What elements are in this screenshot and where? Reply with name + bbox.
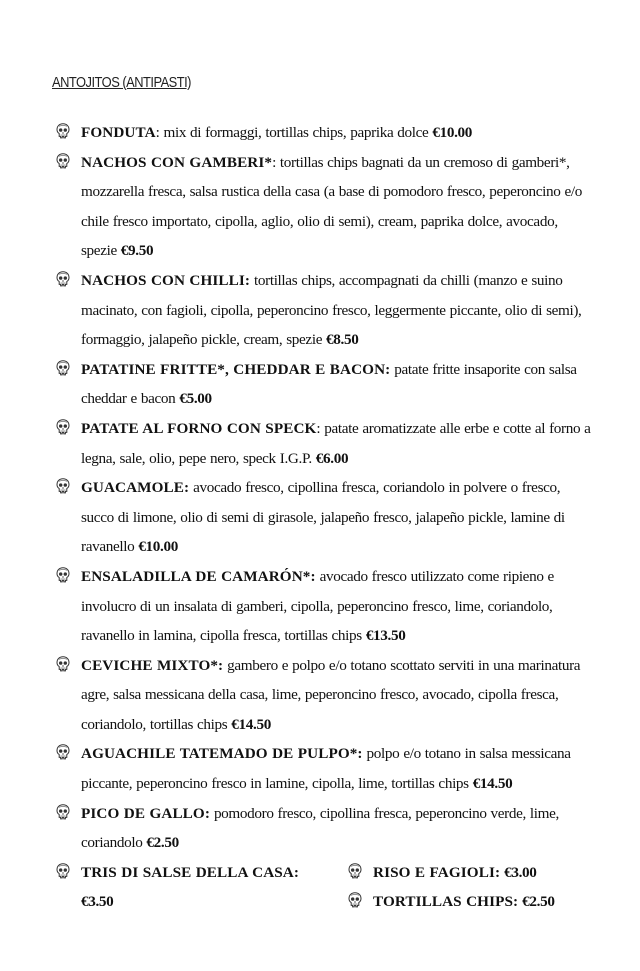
item-name: CEVICHE MIXTO*: xyxy=(81,656,224,674)
menu-item xyxy=(348,858,588,888)
item-name: PATATE AL FORNO CON SPECK xyxy=(81,419,317,437)
item-price: €3.00 xyxy=(504,863,537,881)
item-name: PICO DE GALLO: xyxy=(81,804,210,822)
item-price: €13.50 xyxy=(365,627,406,645)
skull-icon xyxy=(56,567,70,583)
item-price: €14.50 xyxy=(472,775,513,793)
item-price: €2.50 xyxy=(146,834,179,852)
item-name: GUACAMOLE: xyxy=(81,479,190,497)
item-description: avocado fresco utilizzato come ripieno e involucro di un insalata di gamberi, cipolla, peperoncino fresco, lime, coriandolo, ravanello in lamina, cipolla fresca, tortillas chips xyxy=(81,567,554,645)
item-name: ENSALADILLA DE CAMARÓN*: xyxy=(81,567,316,585)
item-price: €9.50 xyxy=(120,242,154,260)
skull-icon xyxy=(348,863,362,879)
item-price: €10.00 xyxy=(432,124,473,141)
menu-item xyxy=(56,739,596,798)
menu-item xyxy=(56,266,596,355)
side-dishes xyxy=(56,858,596,918)
side-dishes-right xyxy=(348,858,588,917)
item-price: €14.50 xyxy=(231,715,271,733)
menu-item xyxy=(56,858,316,917)
menu-item: FONDUTA: mix di formaggi, tortillas chips, paprika dolce €10.00 xyxy=(56,118,596,148)
item-description: gambero e polpo e/o totano scottato serviti in una marinatura agre, salsa messicana della casa, lime, peperoncino fresco, avocado, cipolla fresca, coriandolo, tortillas chips xyxy=(81,656,581,733)
menu-item xyxy=(56,355,596,414)
menu-list xyxy=(56,118,596,918)
menu-item xyxy=(348,887,588,917)
menu-item xyxy=(56,651,596,740)
item-name: FONDUTA xyxy=(81,124,156,141)
item-name: NACHOS CON GAMBERI* xyxy=(81,153,273,171)
item-description: avocado fresco, cipollina fresca, coriandolo in polvere o fresco, succo di limone, olio di semi di girasole, jalapeño fresco, jalapeño pickle, lamine di ravanello xyxy=(81,479,565,556)
item-price: €3.50 xyxy=(81,893,114,911)
item-price: €6.00 xyxy=(315,449,349,467)
item-description: tortillas chips, accompagnati da chilli (manzo e suino macinato, con fagioli, cipolla, peperoncino fresco, leggermente piccante, olio di semi), formaggio, jalapeño pickle, cream, spezie xyxy=(81,271,582,349)
skull-icon xyxy=(56,863,70,879)
skull-icon xyxy=(56,419,70,435)
item-price: €5.00 xyxy=(179,390,212,408)
skull-icon xyxy=(56,744,70,760)
menu-item: PATATE AL FORNO CON SPECK: patate aromatizzate alle erbe e cotte al forno a legna, sale, olio, pepe nero, speck I.G.P. €6.00 xyxy=(56,414,596,473)
item-name: PATATINE FRITTE*, CHEDDAR E BACON: xyxy=(81,360,391,378)
item-name: NACHOS CON CHILLI: xyxy=(81,271,251,289)
menu-item xyxy=(56,473,596,562)
skull-icon xyxy=(56,478,70,494)
item-price: €8.50 xyxy=(326,331,359,349)
section-title: ANTOJITOS (ANTIPASTI) xyxy=(52,74,191,91)
menu-item xyxy=(56,562,596,651)
skull-icon xyxy=(56,360,70,376)
item-price: €10.00 xyxy=(138,538,178,556)
skull-icon xyxy=(56,271,70,287)
item-name: AGUACHILE TATEMADO DE PULPO*: xyxy=(81,745,363,763)
item-name: RISO E FAGIOLI: xyxy=(373,863,501,881)
side-dishes-left xyxy=(56,858,316,917)
skull-icon xyxy=(348,892,362,908)
item-description: pomodoro fresco, cipollina fresca, peperoncino verde, lime, coriandolo xyxy=(81,804,559,852)
item-description: patate aromatizzate alle erbe e cotte al forno a legna, sale, olio, pepe nero, speck I.G.P. xyxy=(81,419,591,467)
item-description: polpo e/o totano in salsa messicana piccante, peperoncino fresco in lamine, cipolla, lime, tortillas chips xyxy=(81,745,571,793)
item-name: TORTILLAS CHIPS: xyxy=(373,893,519,911)
item-price: €2.50 xyxy=(522,893,555,911)
item-name: TRIS DI SALSE DELLA CASA: xyxy=(81,863,300,881)
menu-item xyxy=(56,799,596,858)
skull-icon xyxy=(56,804,70,820)
skull-icon xyxy=(56,153,70,169)
skull-icon xyxy=(56,123,70,139)
menu-item: NACHOS CON GAMBERI*: tortillas chips bagnati da un cremoso di gamberi*, mozzarella fresca, salsa rustica della casa (a base di pomodoro fresco, peperoncino e/o chile fresco importato, cipolla, aglio, olio di semi), cream, paprika dolce, avocado, spezie €9.50 xyxy=(56,148,596,266)
skull-icon xyxy=(56,656,70,672)
item-description: patate fritte insaporite con salsa cheddar e bacon xyxy=(81,360,577,408)
item-description: mix di formaggi, tortillas chips, paprika dolce xyxy=(163,124,433,141)
item-description: tortillas chips bagnati da un cremoso di gamberi*, mozzarella fresca, salsa rustica della casa (a base di pomodoro fresco, peperoncino e/o chile fresco importato, cipolla, aglio, olio di semi), cream, paprika dolce, avocado, spezie xyxy=(81,153,582,260)
